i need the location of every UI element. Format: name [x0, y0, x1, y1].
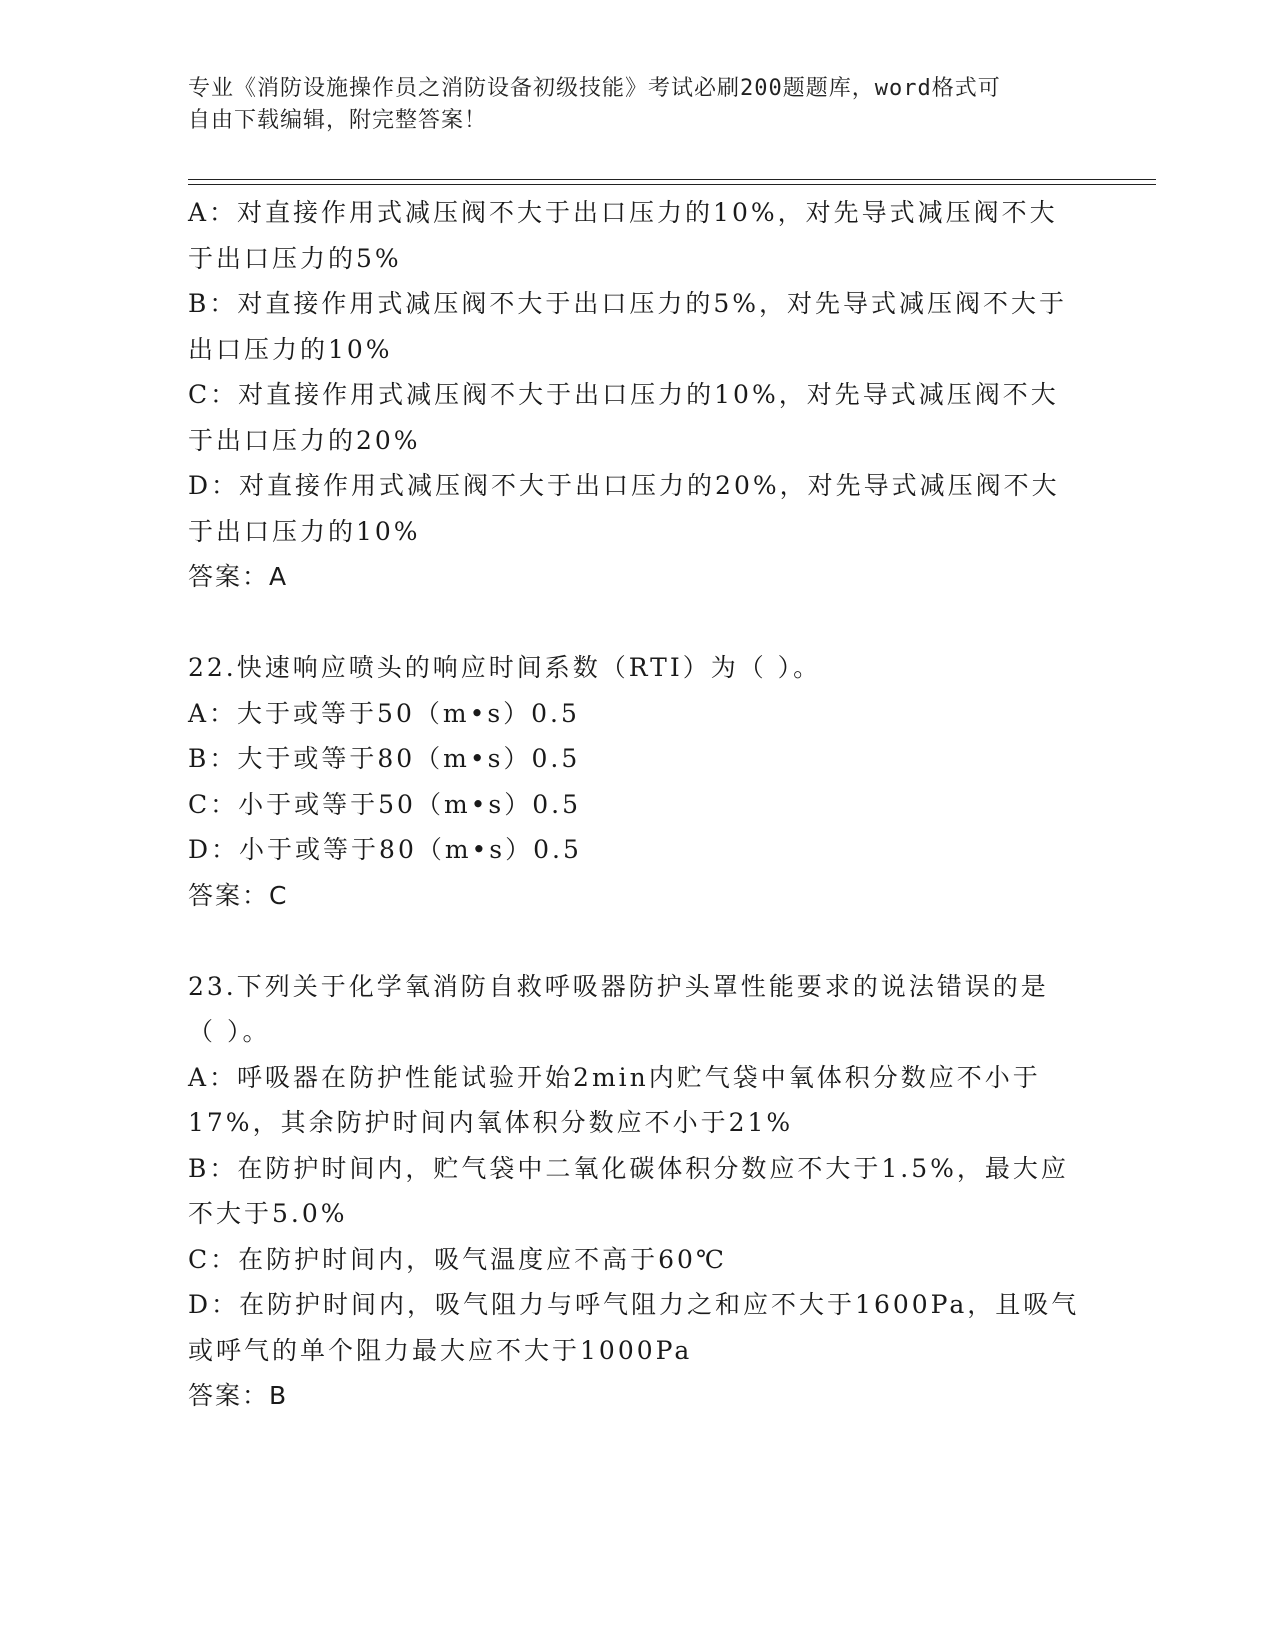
- option-b-line-2: 出口压力的10%: [188, 334, 393, 364]
- option-d-line-1: D：在防护时间内，吸气阻力与呼气阻力之和应不大于1600Pa，且吸气: [188, 1290, 1080, 1319]
- option-d-line-2: 或呼气的单个阻力最大应不大于1000Pa: [188, 1335, 693, 1365]
- question-22: [188, 645, 1088, 918]
- option-a-line-1: A：呼吸器在防护性能试验开始2min内贮气袋中氧体积分数应不小于: [188, 1062, 1041, 1092]
- option-b-line-1: B：对直接作用式减压阀不大于出口压力的5%，对先导式减压阀不大于: [188, 289, 1068, 318]
- answer-label: 答案：B: [188, 1381, 289, 1410]
- document-body: [188, 190, 1088, 1419]
- document-header: [188, 73, 1088, 137]
- option-c: C：小于或等于50（m•s）0.5: [188, 789, 581, 819]
- option-b-line-2: 不大于5.0%: [188, 1199, 348, 1228]
- option-d-line-1: D：对直接作用式减压阀不大于出口压力的20%，对先导式减压阀不大: [188, 471, 1060, 500]
- question-text: 22.快速响应喷头的响应时间系数（RTI）为（ ）。: [188, 653, 822, 682]
- question-21: [188, 190, 1088, 600]
- header-divider: [188, 179, 1156, 185]
- option-b-line-1: B：在防护时间内，贮气袋中二氧化碳体积分数应不大于1.5%，最大应: [188, 1153, 1069, 1183]
- option-c-line-1: C：对直接作用式减压阀不大于出口压力的10%，对先导式减压阀不大: [188, 380, 1059, 409]
- option-b: B：大于或等于80（m•s）0.5: [188, 744, 581, 773]
- option-c-line-1: C：在防护时间内，吸气温度应不高于60℃: [188, 1244, 727, 1274]
- header-title-line-2: 自由下载编辑，附完整答案！: [188, 108, 488, 133]
- question-23: [188, 964, 1088, 1419]
- option-a-line-2: 于出口压力的5%: [188, 243, 402, 273]
- answer-label: 答案：A: [188, 562, 289, 591]
- answer-label: 答案：C: [188, 880, 289, 910]
- option-a-line-2: 17%，其余防护时间内氧体积分数应不小于21%: [188, 1108, 794, 1137]
- spacer: [188, 918, 1088, 964]
- question-text-line-2: （ ）。: [188, 1017, 271, 1046]
- header-title-line-1: 专业《消防设施操作员之消防设备初级技能》考试必刷200题题库，word格式可: [188, 76, 1001, 101]
- option-d-line-2: 于出口压力的10%: [188, 516, 421, 546]
- spacer: [188, 600, 1088, 646]
- option-d: D：小于或等于80（m•s）0.5: [188, 835, 582, 864]
- question-text-line-1: 23.下列关于化学氧消防自救呼吸器防护头罩性能要求的说法错误的是: [188, 971, 1049, 1001]
- option-a-line-1: A：对直接作用式减压阀不大于出口压力的10%，对先导式减压阀不大: [188, 198, 1058, 227]
- option-a: A：大于或等于50（m•s）0.5: [188, 698, 580, 728]
- option-c-line-2: 于出口压力的20%: [188, 425, 421, 455]
